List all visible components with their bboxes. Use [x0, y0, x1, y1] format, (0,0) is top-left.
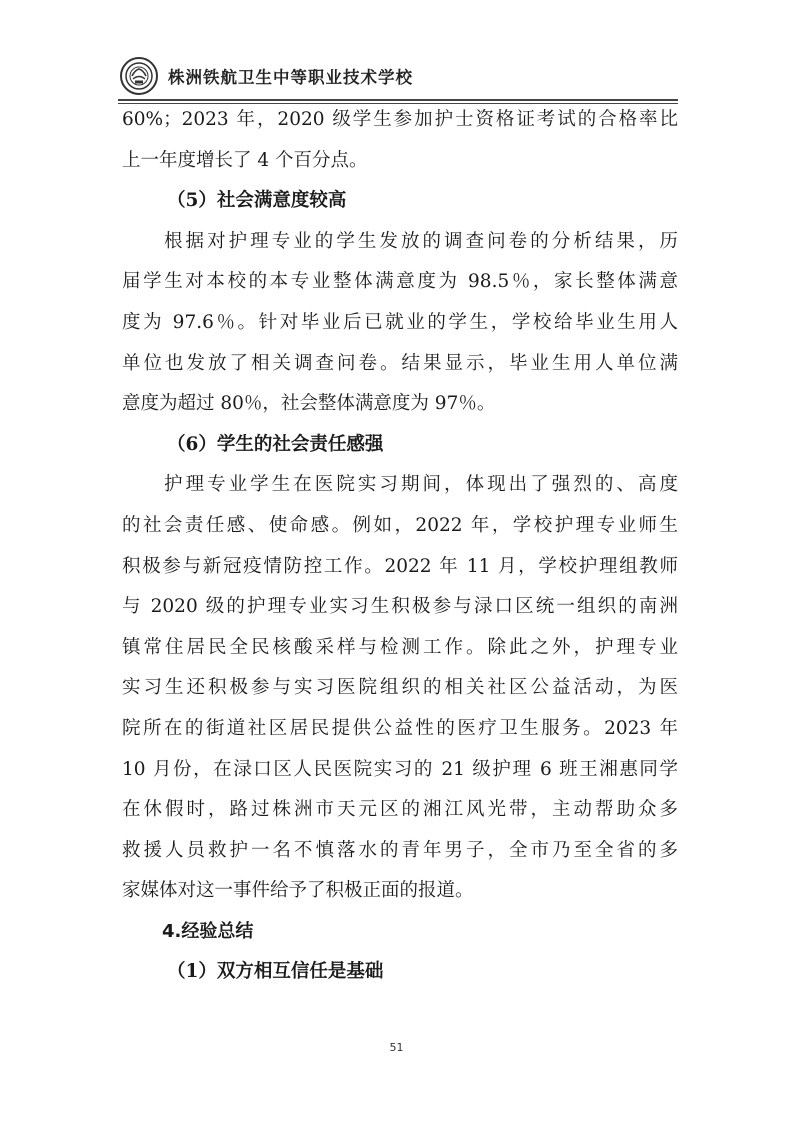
paragraph-line: 镇常住居民全民核酸采样与检测工作。除此之外，护理专业 [122, 636, 678, 658]
paragraph-line: 意度为超过 80％，社会整体满意度为 97％。 [122, 393, 496, 415]
paragraph-line: 与 2020 级的护理专业实习生积极参与渌口区统一组织的南洲 [122, 596, 678, 618]
paragraph-line: 10 月份，在渌口区人民医院实习的 21 级护理 6 班王湘惠同学 [122, 758, 678, 780]
paragraph-line: 在休假时，路过株洲市天元区的湘江风光带，主动帮助众多 [122, 799, 678, 821]
page-header [120, 56, 413, 96]
section-heading-6: （6）学生的社会责任感强 [167, 433, 384, 455]
paragraph-line: 实习生还积极参与实习医院组织的相关社区公益活动，为医 [122, 677, 678, 699]
school-name: 株洲铁航卫生中等职业技术学校 [168, 68, 413, 87]
paragraph-line: 护理专业学生在医院实习期间，体现出了强烈的、高度 [164, 474, 678, 496]
paragraph-line: 度为 97.6％。针对毕业后已就业的学生，学校给毕业生用人 [122, 311, 678, 333]
school-emblem-icon [120, 57, 158, 95]
subsection-heading-1: （1）双方相互信任是基础 [167, 961, 384, 983]
paragraph-line: 家媒体对这一事件给予了积极正面的报道。 [122, 880, 474, 902]
page-number: 51 [389, 1041, 404, 1054]
paragraph-line: 院所在的街道社区居民提供公益性的医疗卫生服务。2023 年 [122, 717, 678, 739]
paragraph-line: 救援人员救护一名不慎落水的青年男子，全市乃至全省的多 [122, 839, 678, 861]
section-heading-4: 4.经验总结 [162, 920, 254, 942]
paragraph-line: 60%；2023 年，2020 级学生参加护士资格证考试的合格率比 [122, 109, 678, 130]
paragraph-line: 的社会责任感、使命感。例如，2022 年，学校护理专业师生 [122, 514, 678, 536]
paragraph-line: 积极参与新冠疫情防控工作。2022 年 11 月，学校护理组教师 [122, 555, 678, 577]
paragraph-line: 上一年度增长了 4 个百分点。 [122, 149, 368, 171]
paragraph-line: 根据对护理专业的学生发放的调查问卷的分析结果，历 [164, 230, 678, 252]
page-content [122, 100, 678, 993]
paragraph-line: 单位也发放了相关调查问卷。结果显示，毕业生用人单位满 [122, 352, 678, 374]
section-heading-5: （5）社会满意度较高 [167, 190, 347, 212]
paragraph-line: 届学生对本校的本专业整体满意度为 98.5％，家长整体满意 [122, 271, 678, 293]
